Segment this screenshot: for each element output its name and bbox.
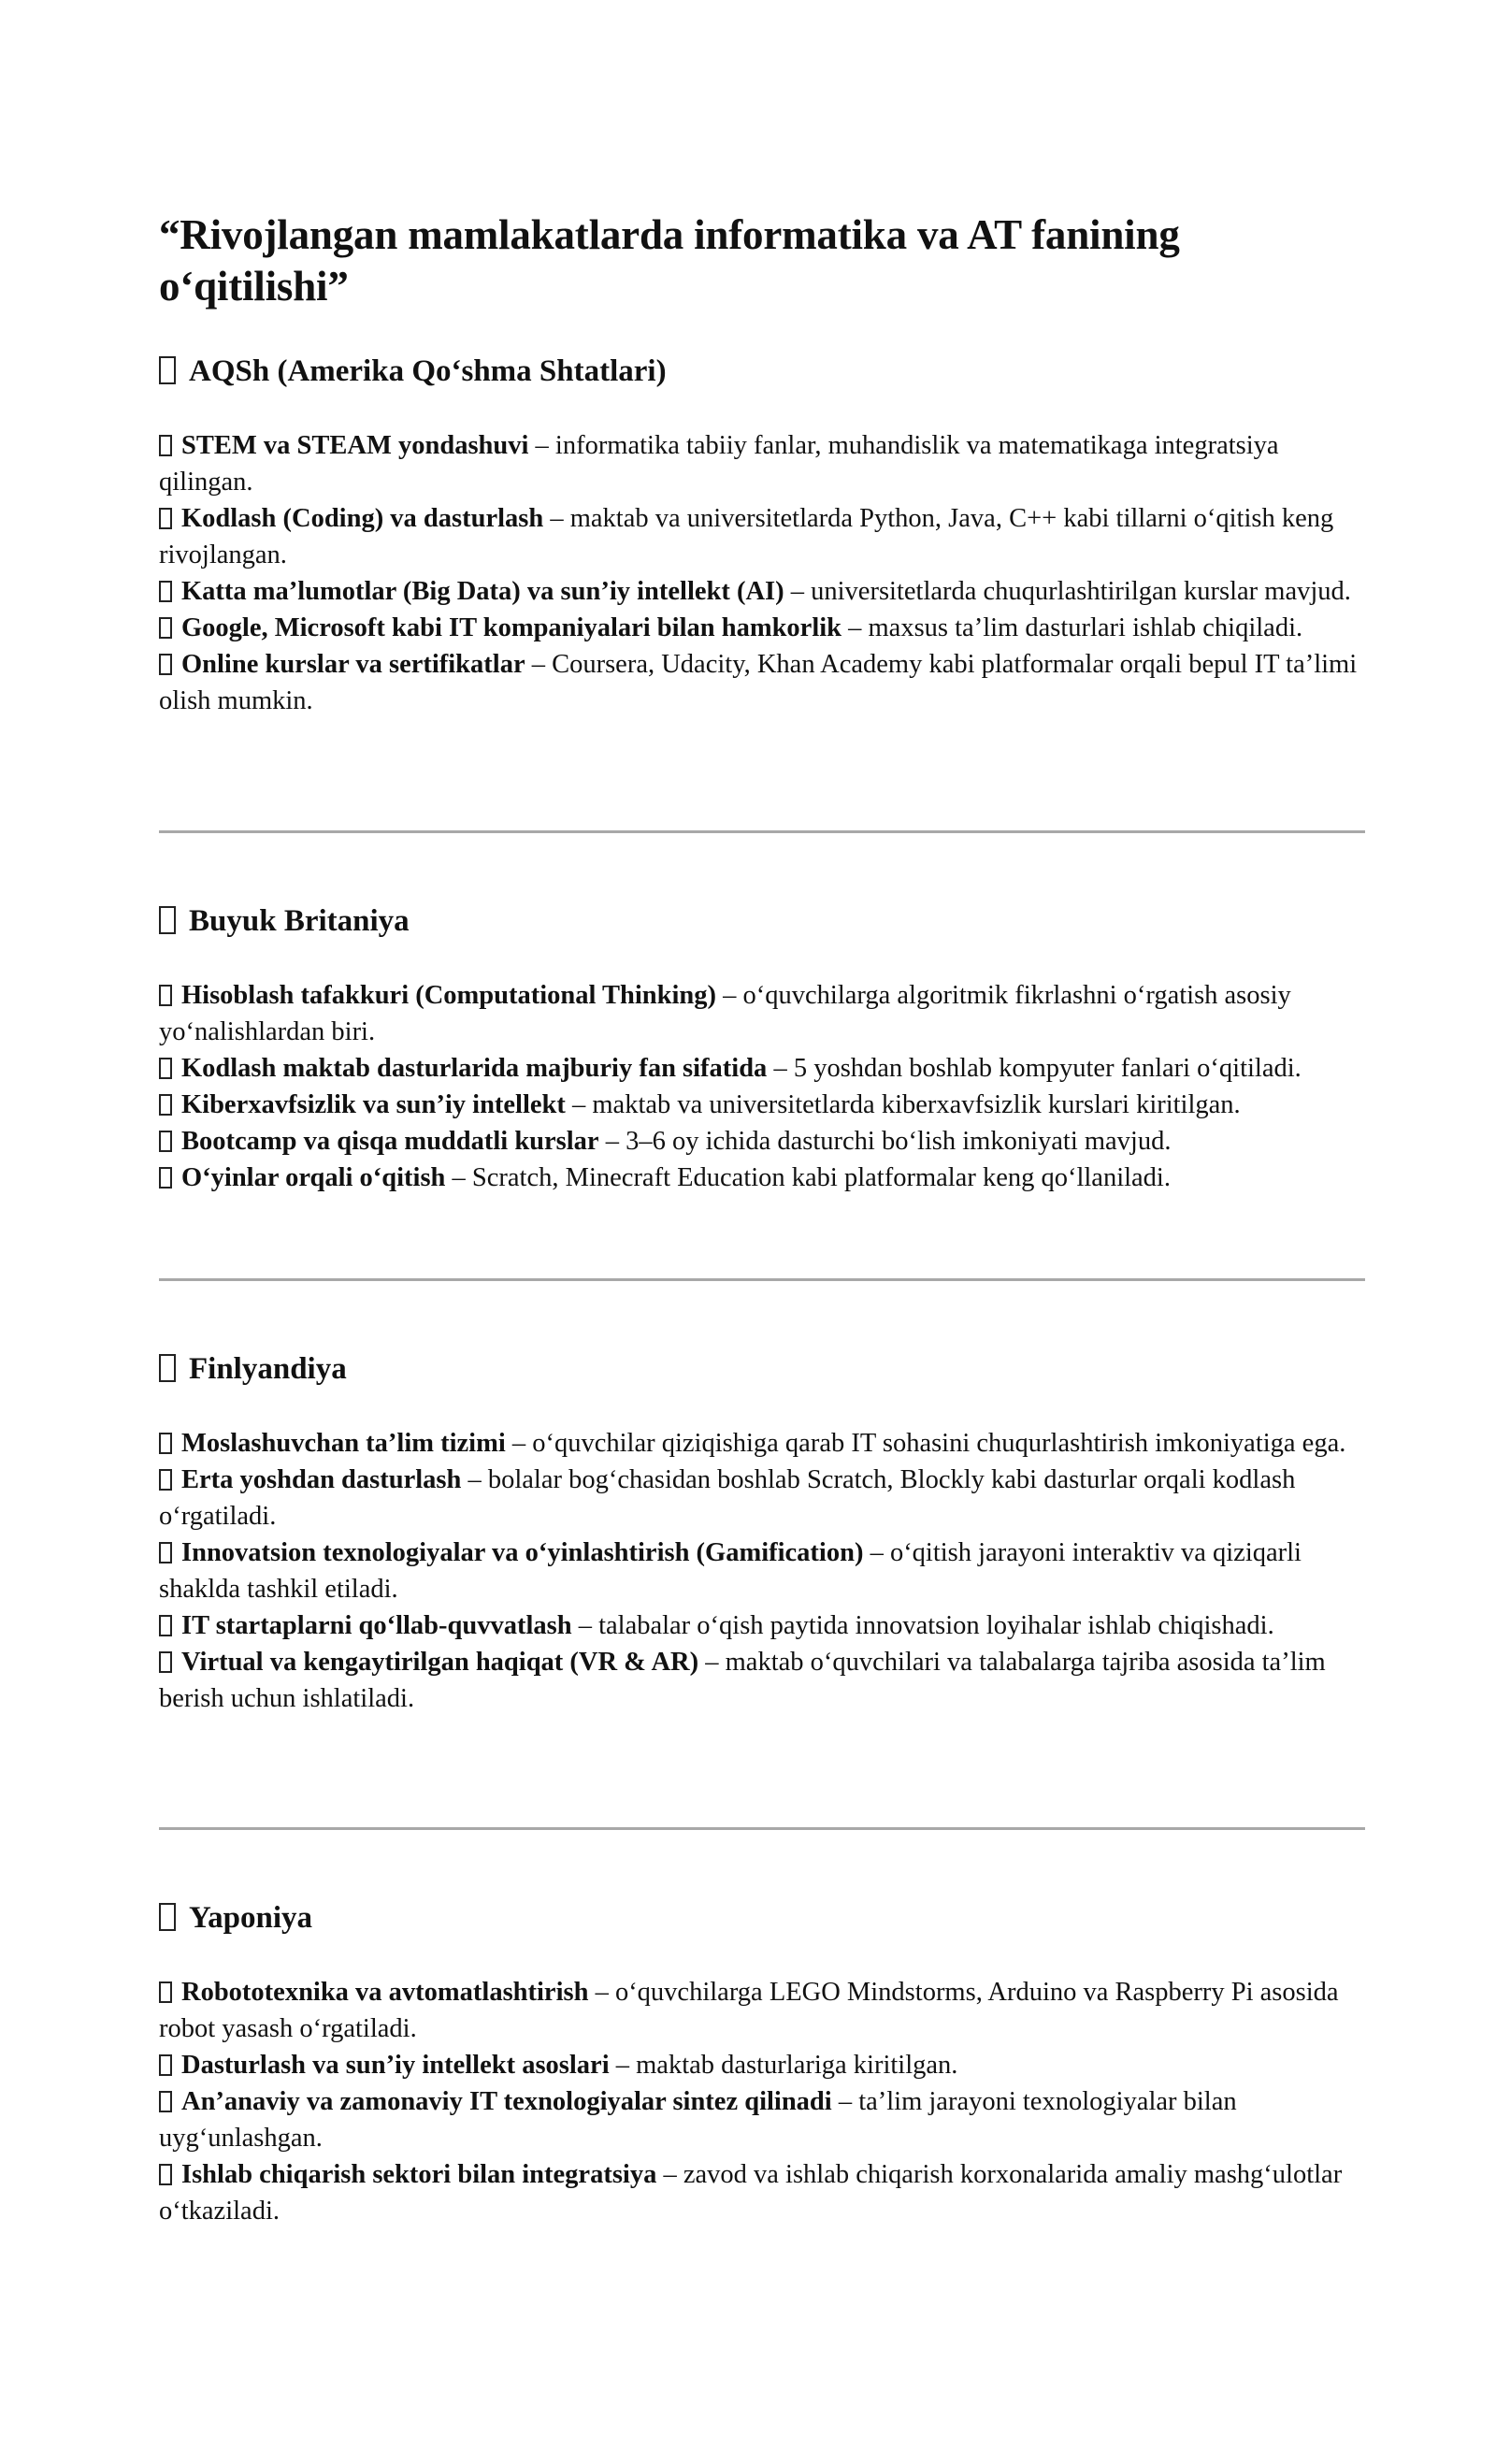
item-description: – 3–6 oy ichida dasturchi bo‘lish imkoniyati mavjud.	[598, 1127, 1172, 1156]
item-description: – maktab dasturlariga kiritilgan.	[609, 2051, 958, 2080]
item-term: STEM va STEAM yondashuvi	[181, 431, 529, 460]
section-heading-text: Yaponiya	[189, 1901, 313, 1935]
section-heading-text: AQSh (Amerika Qo‘shma Shtatlari)	[189, 354, 667, 388]
item-term: Online kurslar va sertifikatlar	[181, 650, 525, 679]
missing-glyph-icon	[159, 581, 172, 602]
list-item	[159, 427, 1365, 500]
missing-glyph-icon	[159, 617, 172, 639]
missing-glyph-icon	[159, 2091, 172, 2112]
missing-glyph-icon	[159, 1981, 172, 2003]
item-list	[159, 427, 1365, 719]
missing-glyph-icon	[159, 356, 176, 384]
list-item	[159, 1050, 1365, 1087]
item-term: Kodlash (Coding) va dasturlash	[181, 504, 544, 533]
item-term: Innovatsion texnologiyalar va o‘yinlashtirish (Gamification)	[181, 1538, 864, 1567]
item-term: Erta yoshdan dasturlash	[181, 1465, 462, 1494]
missing-glyph-icon	[159, 906, 176, 934]
missing-glyph-icon	[159, 654, 172, 675]
section-finland	[159, 1350, 1365, 1717]
item-description: – 5 yoshdan boshlab kompyuter fanlari o‘qitiladi.	[767, 1054, 1302, 1083]
list-item	[159, 1644, 1365, 1717]
section-japan	[159, 1899, 1365, 2229]
item-term: Hisoblash tafakkuri (Computational Thinking)	[181, 981, 717, 1010]
item-term: Robototexnika va avtomatlashtirish	[181, 1978, 589, 2007]
item-description: – o‘quvchilarga LEGO Mindstorms, Arduino va Raspberry Pi asosida robot yasash o‘rgatiladi.	[159, 1978, 1339, 2043]
list-item	[159, 1607, 1365, 1644]
section-united-kingdom	[159, 902, 1365, 1196]
item-term: Dasturlash va sun’iy intellekt asoslari	[181, 2051, 610, 2080]
missing-glyph-icon	[159, 2164, 172, 2185]
section-heading	[159, 1899, 1365, 1937]
document-title: “Rivojlangan mamlakatlarda informatika va AT fanining o‘qitilishi”	[159, 211, 1180, 310]
item-term: O‘yinlar orqali o‘qitish	[181, 1163, 446, 1192]
section-heading	[159, 902, 1365, 940]
item-term: Bootcamp va qisqa muddatli kurslar	[181, 1127, 599, 1156]
item-description: – informatika tabiiy fanlar, muhandislik va matematikaga integratsiya qilingan.	[159, 431, 1279, 497]
list-item	[159, 1425, 1365, 1462]
list-item	[159, 646, 1365, 719]
missing-glyph-icon	[159, 1469, 172, 1491]
item-term: Kiberxavfsizlik va sun’iy intellekt	[181, 1090, 566, 1119]
item-term: An’anaviy va zamonaviy IT texnologiyalar sintez qilinadi	[181, 2087, 832, 2116]
item-description: – talabalar o‘qish paytida innovatsion loyihalar ishlab chiqishadi.	[571, 1611, 1274, 1640]
item-list	[159, 1974, 1365, 2229]
missing-glyph-icon	[159, 1433, 172, 1454]
section-heading	[159, 1350, 1365, 1388]
list-item	[159, 1160, 1365, 1196]
list-item	[159, 1462, 1365, 1535]
missing-glyph-icon	[159, 1542, 172, 1563]
item-description: – Scratch, Minecraft Education kabi platformalar keng qo‘llaniladi.	[445, 1163, 1171, 1192]
item-term: Google, Microsoft kabi IT kompaniyalari bilan hamkorlik	[181, 613, 842, 642]
missing-glyph-icon	[159, 985, 172, 1006]
missing-glyph-icon	[159, 1354, 176, 1382]
item-description: – o‘quvchilarga algoritmik fikrlashni o‘rgatish asosiy yo‘nalishlardan biri.	[159, 981, 1291, 1046]
list-item	[159, 500, 1365, 573]
section-divider	[159, 830, 1365, 833]
missing-glyph-icon	[159, 1167, 172, 1189]
item-description: – ta’lim jarayoni texnologiyalar bilan uyg‘unlashgan.	[159, 2087, 1237, 2153]
item-term: Kodlash maktab dasturlarida majburiy fan sifatida	[181, 1054, 768, 1083]
missing-glyph-icon	[159, 435, 172, 456]
missing-glyph-icon	[159, 1094, 172, 1116]
item-description: – o‘qitish jarayoni interaktiv va qiziqarli shaklda tashkil etiladi.	[159, 1538, 1302, 1604]
item-term: IT startaplarni qo‘llab-quvvatlash	[181, 1611, 572, 1640]
list-item	[159, 2156, 1365, 2229]
section-usa	[159, 353, 1365, 719]
item-list	[159, 1425, 1365, 1717]
item-term: Ishlab chiqarish sektori bilan integratsiya	[181, 2160, 657, 2189]
list-item	[159, 1535, 1365, 1607]
item-description: – Coursera, Udacity, Khan Academy kabi platformalar orqali bepul IT ta’limi olish mumkin.	[159, 650, 1358, 715]
missing-glyph-icon	[159, 2054, 172, 2076]
item-description: – bolalar bog‘chasidan boshlab Scratch, Blockly kabi dasturlar orqali kodlash o‘rgatiladi.	[159, 1465, 1296, 1531]
list-item	[159, 1123, 1365, 1160]
item-list	[159, 977, 1365, 1196]
section-heading-text: Finlyandiya	[189, 1352, 347, 1386]
missing-glyph-icon	[159, 1131, 172, 1152]
list-item	[159, 2047, 1365, 2083]
list-item	[159, 610, 1365, 646]
list-item	[159, 573, 1365, 610]
section-heading-text: Buyuk Britaniya	[189, 904, 410, 938]
missing-glyph-icon	[159, 1651, 172, 1673]
item-description: – o‘quvchilar qiziqishiga qarab IT sohasini chuqurlashtirish imkoniyatiga ega.	[505, 1429, 1346, 1458]
item-description: – zavod va ishlab chiqarish korxonalarida amaliy mashg‘ulotlar o‘tkaziladi.	[159, 2160, 1343, 2226]
item-term: Katta ma’lumotlar (Big Data) va sun’iy intellekt (AI)	[181, 577, 784, 606]
missing-glyph-icon	[159, 1615, 172, 1636]
missing-glyph-icon	[159, 1903, 176, 1931]
item-description: – maktab o‘quvchilari va talabalarga tajriba asosida ta’lim berish uchun ishlatiladi.	[159, 1648, 1326, 1713]
list-item	[159, 1087, 1365, 1123]
item-description: – universitetlarda chuqurlashtirilgan kurslar mavjud.	[784, 577, 1351, 606]
missing-glyph-icon	[159, 508, 172, 529]
missing-glyph-icon	[159, 1058, 172, 1079]
section-divider	[159, 1278, 1365, 1281]
item-description: – maxsus ta’lim dasturlari ishlab chiqiladi.	[842, 613, 1303, 642]
list-item	[159, 977, 1365, 1050]
item-description: – maktab va universitetlarda kiberxavfsizlik kurslari kiritilgan.	[565, 1090, 1241, 1119]
item-term: Moslashuvchan ta’lim tizimi	[181, 1429, 506, 1458]
item-description: – maktab va universitetlarda Python, Java, C++ kabi tillarni o‘qitish keng rivojlangan.	[159, 504, 1334, 569]
list-item	[159, 1974, 1365, 2047]
list-item	[159, 2083, 1365, 2156]
section-heading	[159, 353, 1365, 390]
section-divider	[159, 1827, 1365, 1830]
item-term: Virtual va kengaytirilgan haqiqat (VR & AR)	[181, 1648, 699, 1677]
